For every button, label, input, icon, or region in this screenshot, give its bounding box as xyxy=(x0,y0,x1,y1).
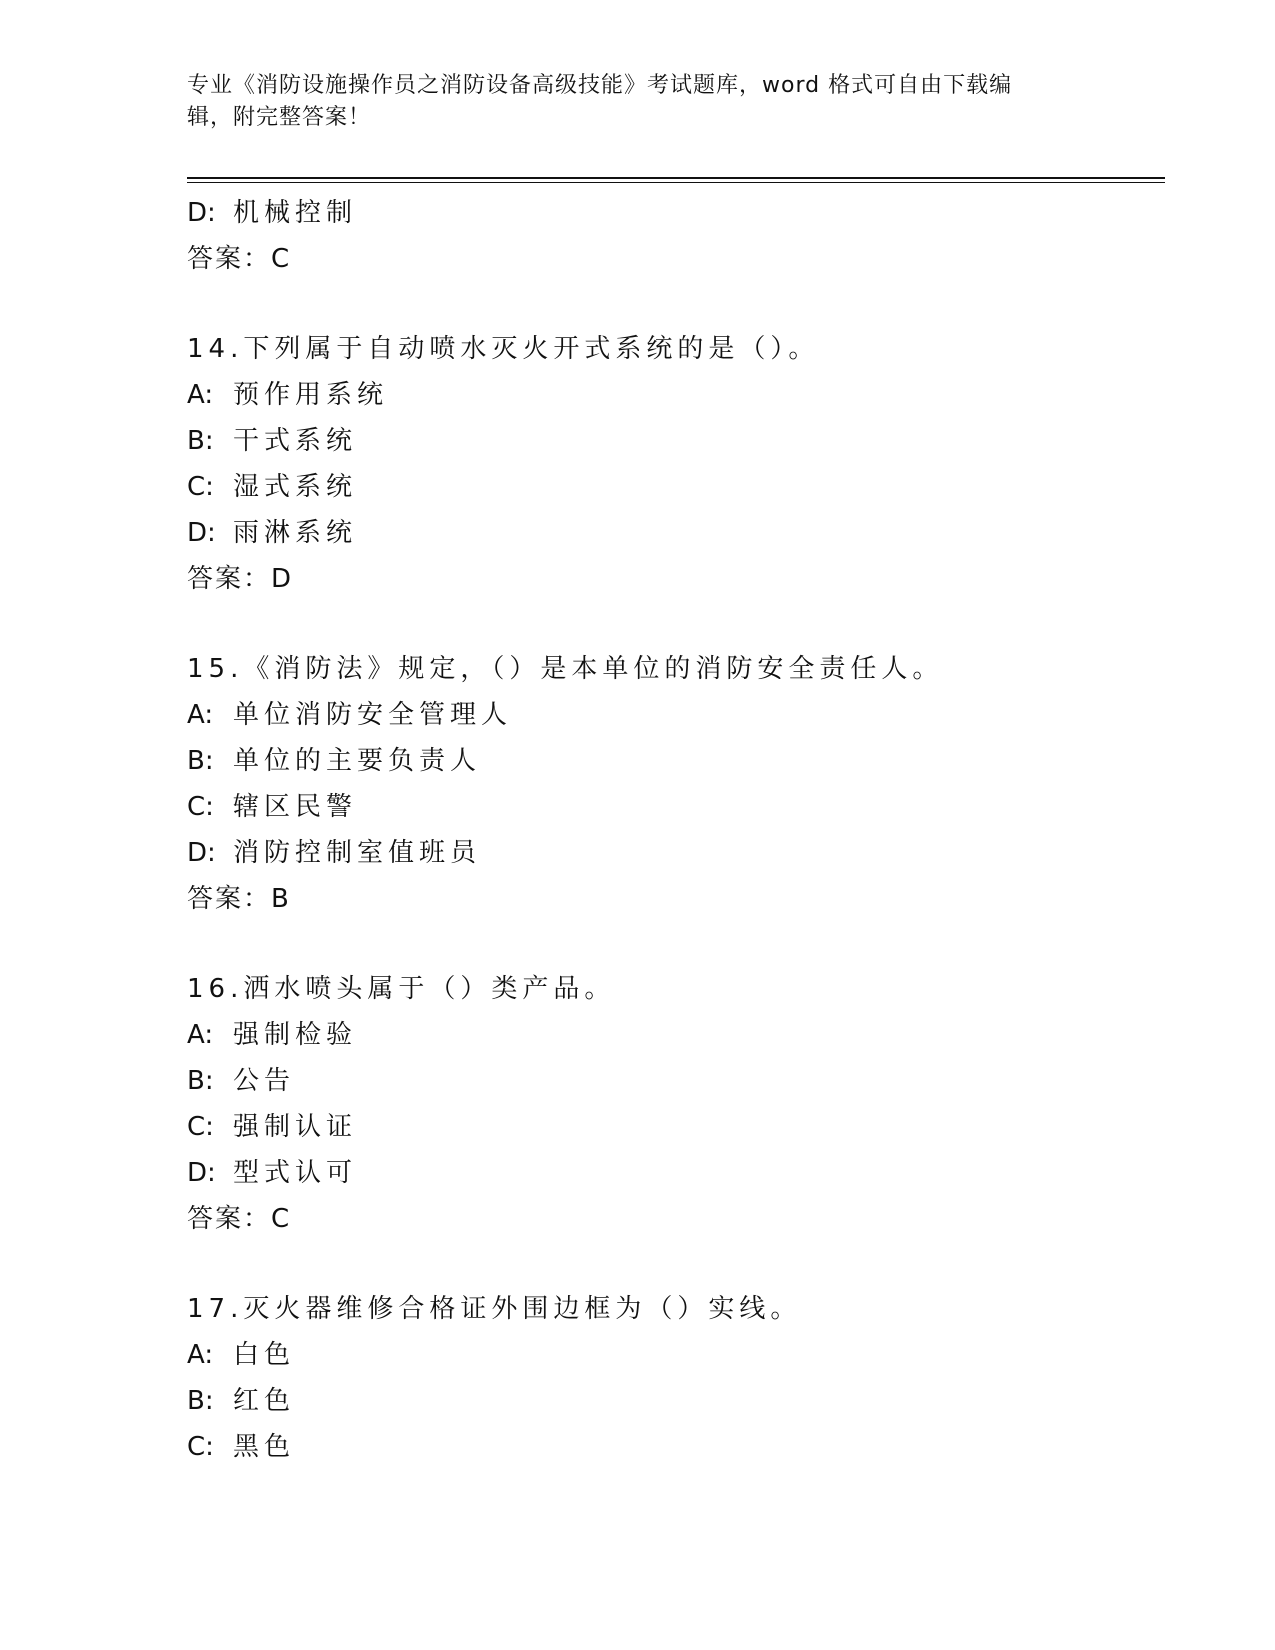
option-text: 消防控制室值班员 xyxy=(233,838,482,868)
option-key: A: xyxy=(187,1340,214,1370)
option-b xyxy=(187,738,1167,784)
option-text: 单位消防安全管理人 xyxy=(233,700,513,730)
option-a xyxy=(187,1012,1167,1058)
option-b xyxy=(187,418,1167,464)
option-text: 雨淋系统 xyxy=(233,518,358,548)
question-stem: 15.《消防法》规定，（）是本单位的消防安全责任人。 xyxy=(187,654,944,684)
option-d xyxy=(187,510,1167,556)
question-stem: 14.下列属于自动喷水灭火开式系统的是（）。 xyxy=(187,334,820,364)
option-text: 辖区民警 xyxy=(233,792,358,822)
option-text: 红色 xyxy=(233,1386,296,1416)
option-key: C: xyxy=(187,472,214,502)
option-a xyxy=(187,372,1167,418)
option-c xyxy=(187,464,1167,510)
option-text: 预作用系统 xyxy=(233,380,389,410)
header-line-1: 专业《消防设施操作员之消防设备高级技能》考试题库，word 格式可自由下载编 xyxy=(187,73,1013,98)
question-block-17 xyxy=(187,1286,1167,1470)
option-text: 黑色 xyxy=(233,1432,296,1462)
option-text: 强制认证 xyxy=(233,1112,358,1142)
option-key: B: xyxy=(187,1066,214,1096)
question-block-16 xyxy=(187,966,1167,1242)
option-text: 白色 xyxy=(233,1340,296,1370)
option-key: C: xyxy=(187,1112,214,1142)
option-a xyxy=(187,1332,1167,1378)
option-b xyxy=(187,1378,1167,1424)
option-c xyxy=(187,1424,1167,1470)
question-stem: 16.洒水喷头属于（）类产品。 xyxy=(187,974,616,1004)
option-key: A: xyxy=(187,380,214,410)
option-key: C: xyxy=(187,1432,214,1462)
option-d xyxy=(187,190,1167,236)
question-stem: 17.灭火器维修合格证外围边框为（）实线。 xyxy=(187,1294,802,1324)
option-key: B: xyxy=(187,746,214,776)
option-d xyxy=(187,1150,1167,1196)
header-rule-thin xyxy=(187,182,1165,183)
option-c xyxy=(187,784,1167,830)
header-line-2: 辑，附完整答案！ xyxy=(187,105,372,130)
option-text: 湿式系统 xyxy=(233,472,358,502)
option-text: 强制检验 xyxy=(233,1020,358,1050)
option-text: 单位的主要负责人 xyxy=(233,746,482,776)
option-key: A: xyxy=(187,1020,214,1050)
question-list xyxy=(187,190,1167,1470)
option-key: D: xyxy=(187,518,216,548)
answer-line: 答案：B xyxy=(187,884,291,914)
document-header xyxy=(187,70,1087,134)
question-block-14 xyxy=(187,326,1167,602)
option-b xyxy=(187,1058,1167,1104)
option-d xyxy=(187,830,1167,876)
option-key: C: xyxy=(187,792,214,822)
option-key: B: xyxy=(187,1386,214,1416)
option-text: 型式认可 xyxy=(233,1158,358,1188)
option-key: A: xyxy=(187,700,214,730)
option-text: 机械控制 xyxy=(233,198,358,228)
answer-line: 答案：C xyxy=(187,1204,292,1234)
answer-line: 答案：C xyxy=(187,244,292,274)
option-c xyxy=(187,1104,1167,1150)
option-key: D: xyxy=(187,1158,216,1188)
question-block-15 xyxy=(187,646,1167,922)
question-block-13 xyxy=(187,190,1167,282)
option-text: 干式系统 xyxy=(233,426,358,456)
option-a xyxy=(187,692,1167,738)
option-text: 公告 xyxy=(233,1066,296,1096)
option-key: B: xyxy=(187,426,214,456)
option-key: D: xyxy=(187,198,216,228)
header-rule-thick xyxy=(187,177,1165,179)
answer-line: 答案：D xyxy=(187,564,294,594)
option-key: D: xyxy=(187,838,216,868)
